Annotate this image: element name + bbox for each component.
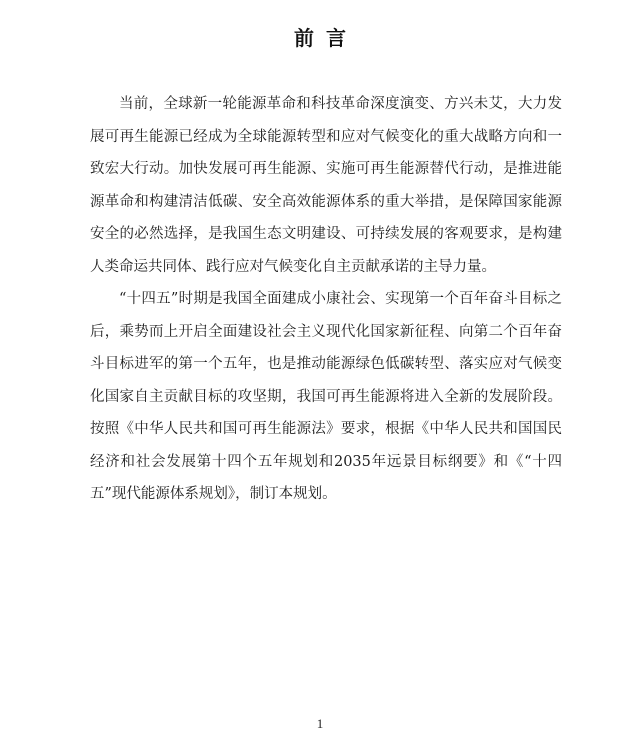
paragraph-2: “十四五”时期是我国全面建成小康社会、实现第一个百年奋斗目标之后，乘势而上开启全面建设社会主义现代化国家新征程、向第二个百年奋斗目标进军的第一个五年，也是推动能源绿色低碳转型、落实应对气候变化国家自主贡献目标的攻坚期，我国可再生能源将进入全新的发展阶段。按照《中华人民共和国可再生能源法》要求，根据《中华人民共和国国民经济和社会发展第十四个五年规划和2035年远景目标纲要》和《“十四五”现代能源体系规划》，制订本规划。 [90, 291, 562, 502]
paragraph-1: 当前，全球新一轮能源革命和科技革命深度演变、方兴未艾，大力发展可再生能源已经成为全球能源转型和应对气候变化的重大战略方向和一致宏大行动。加快发展可再生能源、实施可再生能源替代行动，是推进能源革命和构建清洁低碳、安全高效能源体系的重大举措，是保障国家能源安全的必然选择，是我国生态文明建设、可持续发展的客观要求，是构建人类命运共同体、践行应对气候变化自主贡献承诺的主导力量。 [90, 96, 562, 275]
page-number: 1 [316, 716, 324, 731]
document-body [90, 88, 562, 511]
page-title: 前言 [294, 26, 358, 50]
